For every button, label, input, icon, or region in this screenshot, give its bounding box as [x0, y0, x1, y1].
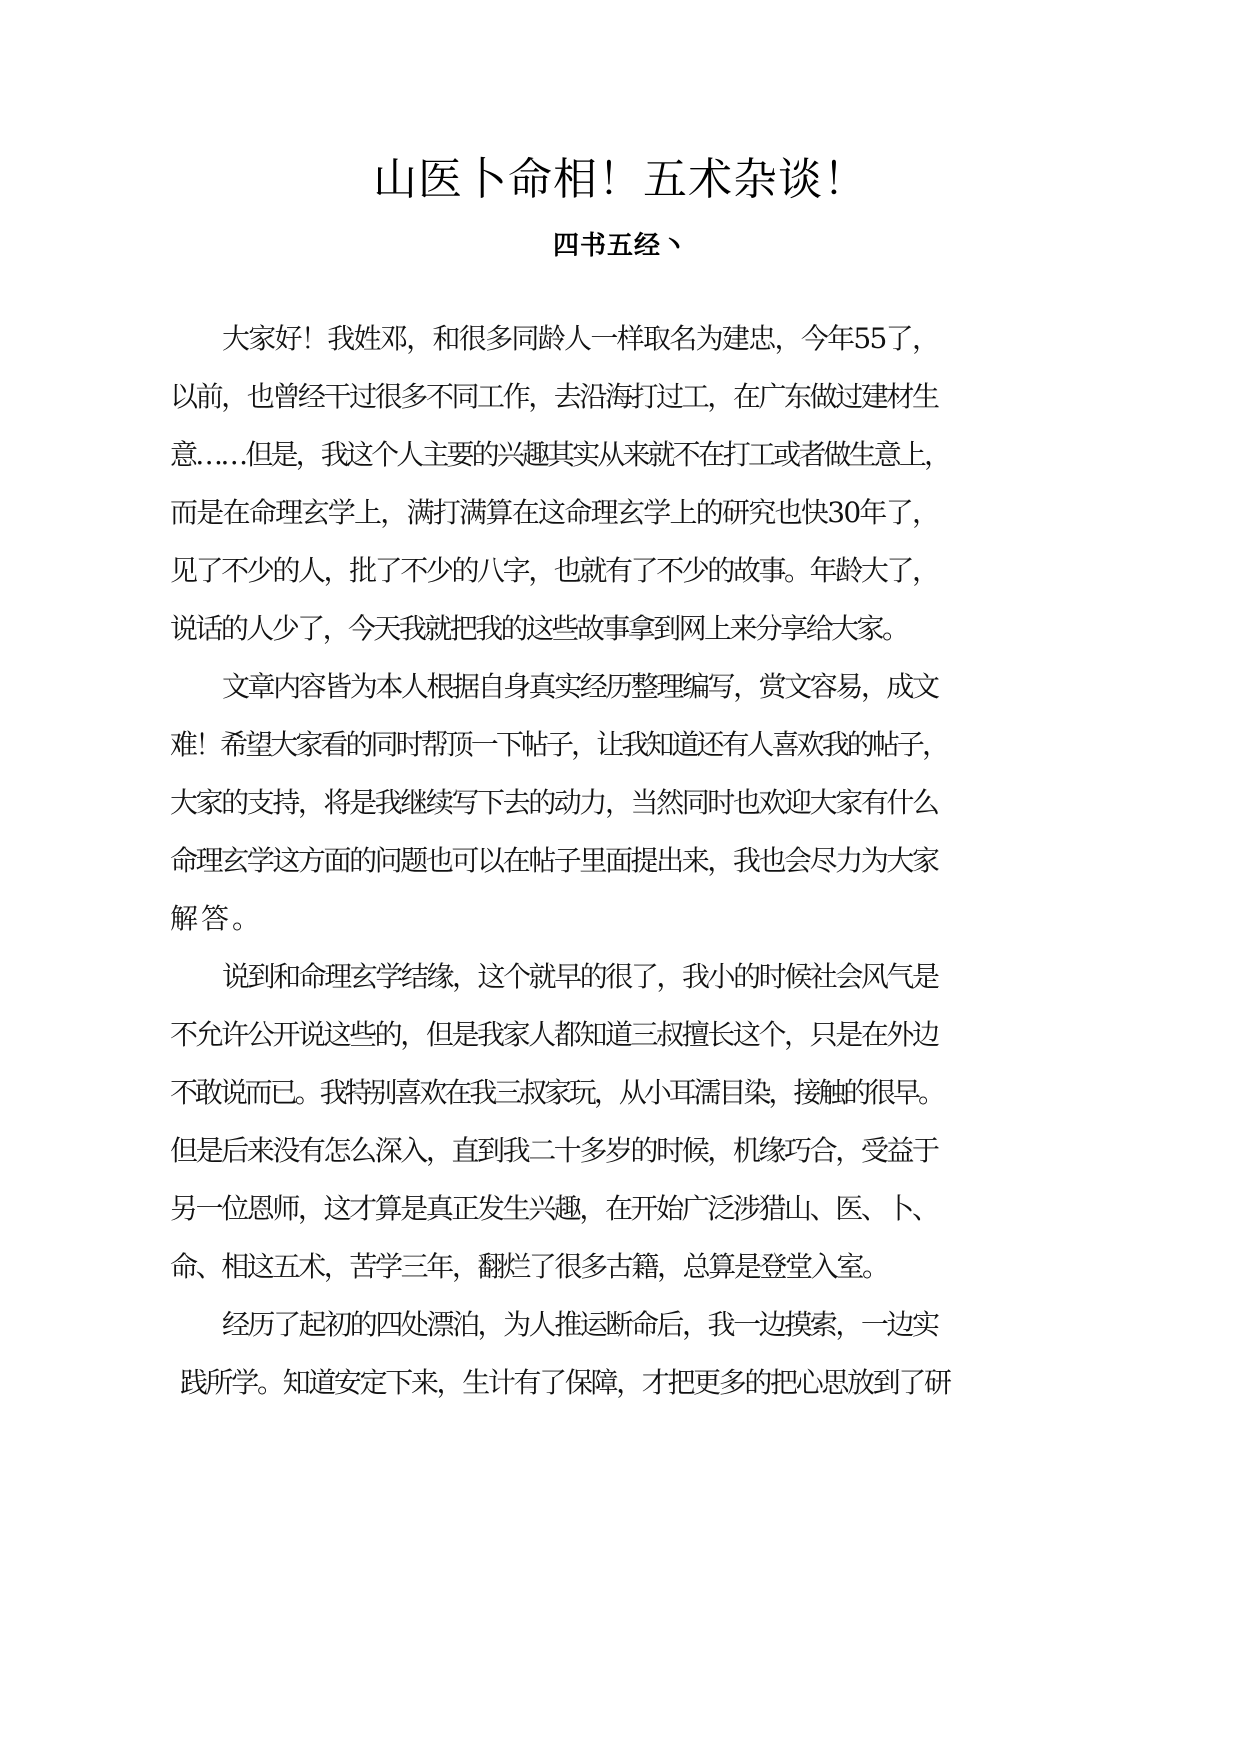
body-line-17: 命、相这五术，苦学三年，翻烂了很多古籍，总算是登堂入室。 [170, 1250, 888, 1283]
body-line-5: 见了不少的人，批了不少的八字，也就有了不少的故事。年龄大了， [170, 554, 938, 587]
body-line-2: 以前，也曾经干过很多不同工作，去沿海打过工，在广东做过建材生 [170, 380, 938, 413]
body-line-19: 践所学。知道安定下来，生计有了保障，才把更多的把心思放到了研 [180, 1366, 950, 1399]
body-line-15: 但是后来没有怎么深入，直到我二十多岁的时候，机缘巧合，受益于 [170, 1134, 938, 1167]
body-line-9: 大家的支持，将是我继续写下去的动力，当然同时也欢迎大家有什么 [170, 786, 938, 819]
body-line-8: 难！希望大家看的同时帮顶一下帖子，让我知道还有人喜欢我的帖子， [170, 728, 948, 761]
body-line-12: 说到和命理玄学结缘，这个就早的很了，我小的时候社会风气是 [222, 960, 938, 993]
body-line-6: 说话的人少了，今天我就把我的这些故事拿到网上来分享给大家。 [170, 612, 908, 645]
body-line-3: 意……但是，我这个人主要的兴趣其实从来就不在打工或者做生意上， [170, 438, 950, 471]
body-line-10: 命理玄学这方面的问题也可以在帖子里面提出来，我也会尽力为大家 [170, 844, 938, 877]
body-line-18: 经历了起初的四处漂泊，为人推运断命后，我一边摸索，一边实 [222, 1308, 938, 1341]
body-line-16: 另一位恩师，这才算是真正发生兴趣，在开始广泛涉猎山、医、卜、 [170, 1192, 938, 1225]
document-author: 四书五经丶 [552, 231, 688, 261]
body-line-13: 不允许公开说这些的，但是我家人都知道三叔擅长这个，只是在外边 [170, 1018, 938, 1051]
body-line-4: 而是在命理玄学上，满打满算在这命理玄学上的研究也快30年了， [170, 496, 939, 529]
body-line-1: 大家好！我姓邓，和很多同龄人一样取名为建忠，今年55了， [222, 322, 939, 355]
body-line-11: 解答。 [170, 902, 263, 935]
document-title: 山医卜命相！五术杂谈！ [373, 154, 868, 205]
body-line-14: 不敢说而已。我特别喜欢在我三叔家玩，从小耳濡目染，接触的很早。 [170, 1076, 943, 1109]
body-line-7: 文章内容皆为本人根据自身真实经历整理编写，赏文容易，成文 [222, 670, 938, 703]
